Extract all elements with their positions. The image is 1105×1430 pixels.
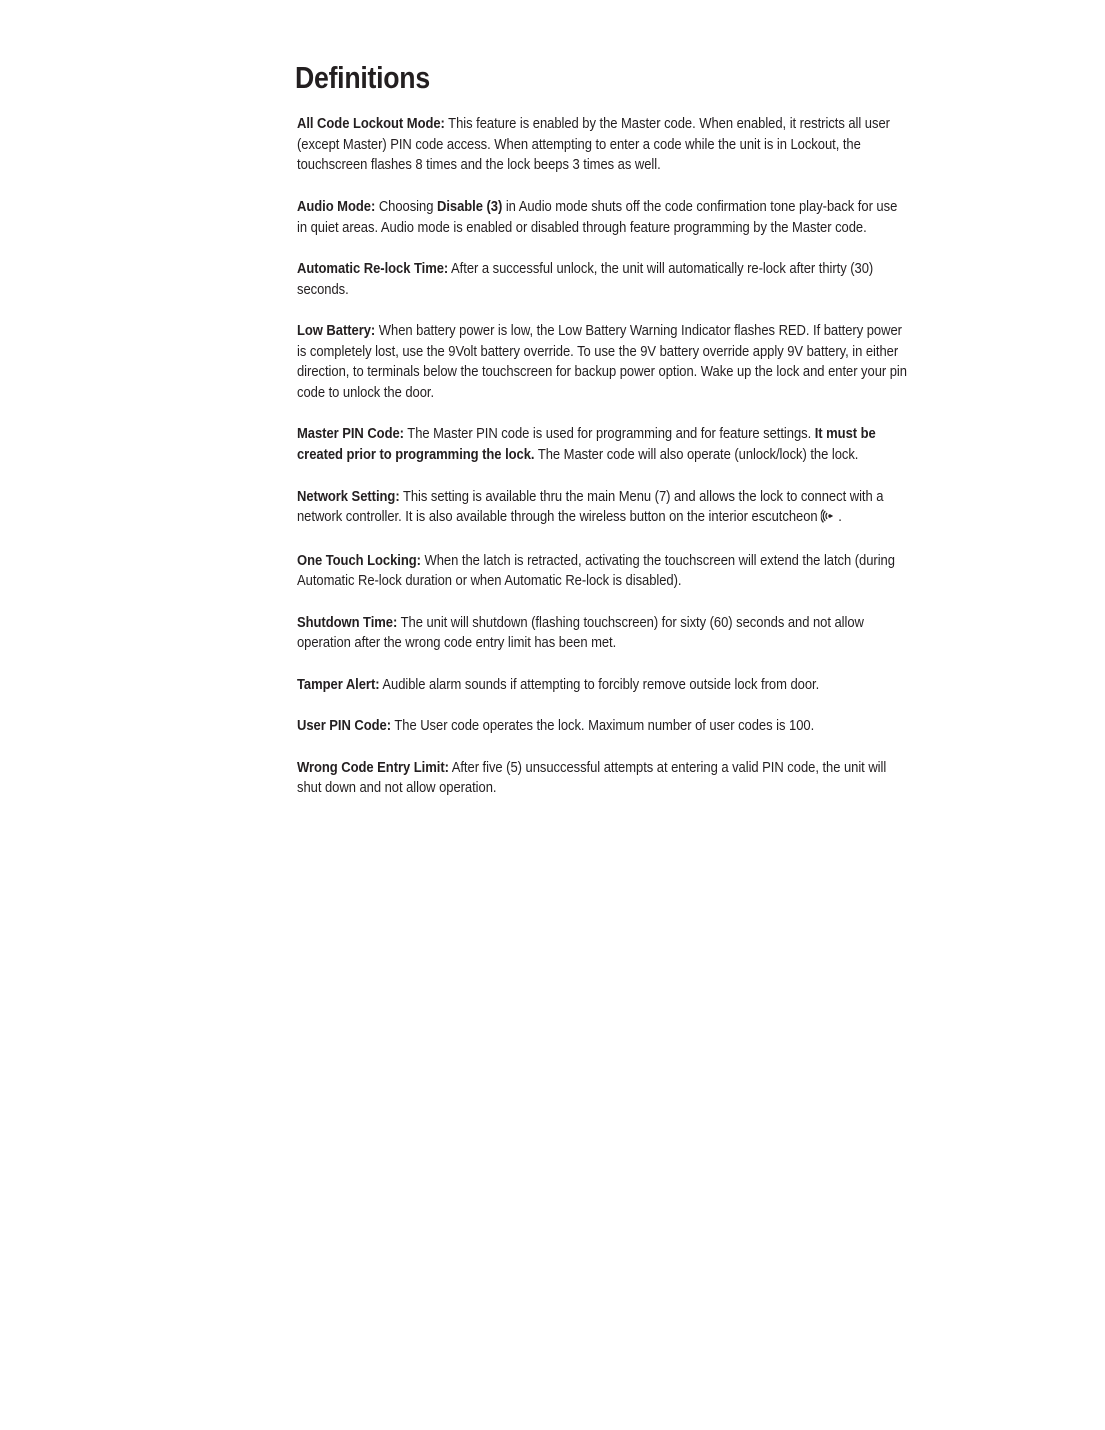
document-page — [297, 58, 909, 820]
definition-network-setting — [297, 487, 909, 530]
definition-term: Low Battery: — [297, 321, 376, 339]
definition-text: After a successful unlock, the unit will automatically re-lock after thirty (30) seconds. — [297, 259, 874, 298]
definition-term: Shutdown Time: — [297, 613, 398, 631]
definition-all-code-lockout-mode — [297, 114, 909, 176]
definition-text: When battery power is low, the Low Battery Warning Indicator flashes RED. If battery power is completely lost, use the 9Volt battery override. To use the 9V battery override apply 9V battery, in either direction, to terminals below the touchscreen for backup power option. Wake up the lock and enter your pin code to unlock the door. — [297, 321, 907, 402]
definition-emphasis: It must be created prior to programming the lock. — [297, 425, 876, 464]
definition-term: All Code Lockout Mode: — [297, 115, 445, 132]
definition-text: Choosing — [375, 197, 437, 215]
definition-term: User PIN Code: — [297, 717, 392, 735]
definition-text: This feature is enabled by the Master code. When enabled, it restricts all user (except Master) PIN code access. When attempting to enter a code while the unit is in Lockout, the touchscreen flashes 8 times and the lock beeps 3 times as well. — [297, 115, 890, 174]
definition-tamper-alert — [297, 675, 909, 696]
definition-term: Wrong Code Entry Limit: — [297, 758, 449, 776]
definition-automatic-relock-time — [297, 259, 909, 300]
definition-text: Audible alarm sounds if attempting to forcibly remove outside lock from door. — [379, 675, 820, 693]
definition-text: The unit will shutdown (flashing touchscreen) for sixty (60) seconds and not allow operation after the wrong code entry limit has been met. — [297, 613, 864, 652]
definition-text: When the latch is retracted, activating the touchscreen will extend the latch (during Automatic Re-lock duration or when Automatic Re-lock is disabled). — [297, 551, 895, 590]
definition-shutdown-time — [297, 613, 909, 654]
definition-term: Automatic Re-lock Time: — [297, 259, 449, 277]
definition-emphasis: Disable (3) — [436, 197, 503, 215]
definition-text: This setting is available thru the main Menu (7) and allows the lock to connect with a network controller. It is also available through the wireless button on the interior escutcheon — [297, 487, 884, 526]
definition-text: After five (5) unsuccessful attempts at entering a valid PIN code, the unit will shut down and not allow operation. — [297, 758, 887, 797]
definition-text: The Master PIN code is used for programming and for feature settings. — [403, 425, 815, 443]
definition-wrong-code-entry-limit — [297, 758, 909, 799]
definition-term: Network Setting: — [297, 487, 400, 505]
definition-text: in Audio mode shuts off the code confirmation tone play-back for use in quiet areas. Audio mode is enabled or disabled through feature programming by the Master code. — [297, 197, 898, 236]
definition-term: Tamper Alert: — [297, 675, 380, 693]
definition-text: The User code operates the lock. Maximum number of user codes is 100. — [391, 717, 815, 735]
wireless-icon — [821, 509, 835, 530]
definition-text: . — [834, 508, 842, 526]
definition-term: Master PIN Code: — [297, 425, 404, 443]
definition-master-pin-code — [297, 424, 909, 465]
page-title: Definitions — [295, 60, 430, 95]
definition-audio-mode — [297, 197, 909, 238]
definition-term: Audio Mode: — [297, 197, 376, 215]
definition-low-battery — [297, 321, 909, 404]
definition-one-touch-locking — [297, 551, 909, 592]
definitions-list — [297, 114, 909, 799]
definition-user-pin-code — [297, 716, 909, 737]
definition-term: One Touch Locking: — [297, 551, 421, 569]
definition-text: The Master code will also operate (unlock/lock) the lock. — [534, 446, 859, 464]
